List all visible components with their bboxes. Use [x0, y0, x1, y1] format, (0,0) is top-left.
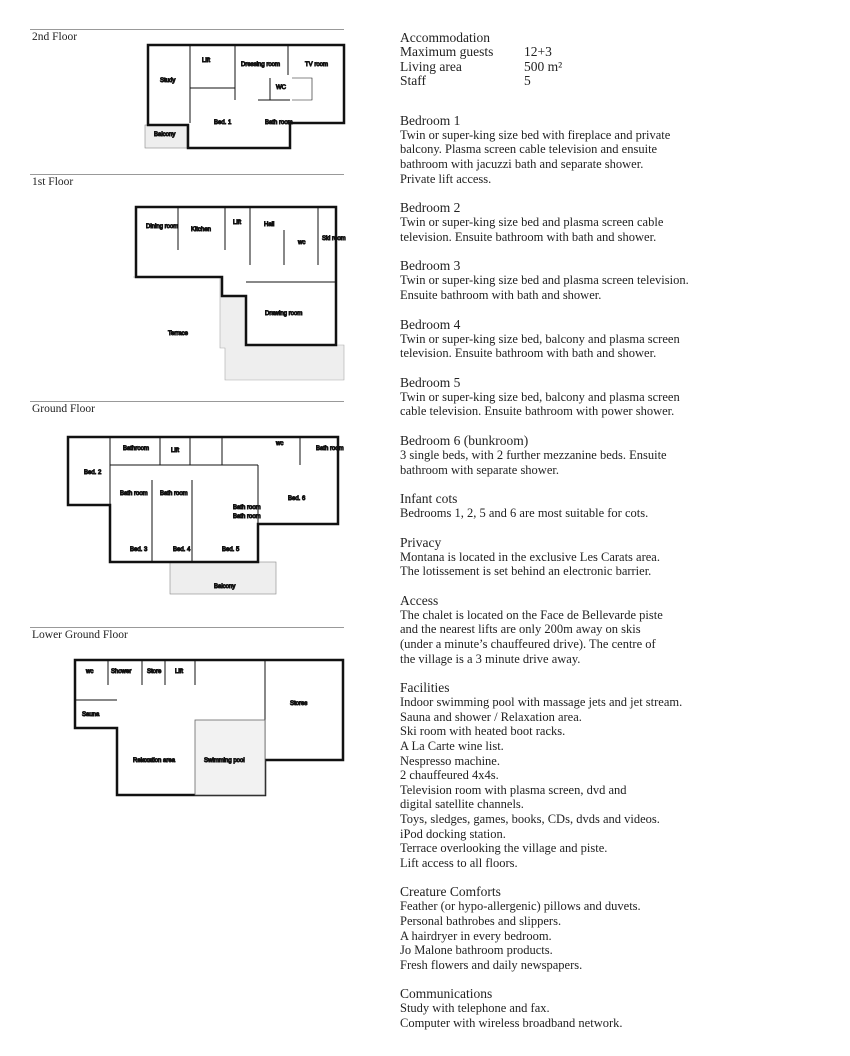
section-line: Private lift access. — [400, 171, 492, 186]
room-dressing: Dressing room — [241, 62, 281, 68]
section — [400, 433, 820, 477]
section-line: The chalet is located on the Face de Bellevarde piste — [400, 607, 663, 622]
section-line: digital satellite channels. — [400, 797, 524, 812]
room-bath: Bath room — [265, 120, 293, 126]
section-line: iPod docking station. — [400, 826, 506, 841]
room-bed-2: Bed. 2 — [84, 470, 102, 476]
floor-label-lower: Lower Ground Floor — [32, 629, 128, 641]
section-title: Bedroom 3 — [400, 258, 461, 274]
section — [400, 884, 820, 972]
section-line: Ski room with heated boot racks. — [400, 724, 566, 739]
section-line: bathroom with jacuzzi bath and separate shower. — [400, 156, 644, 171]
plan-2nd-floor — [145, 45, 344, 148]
section-title: Communications — [400, 986, 493, 1002]
section-line: Feather (or hypo-allergenic) pillows and duvets. — [400, 899, 641, 914]
section-line: A La Carte wine list. — [400, 739, 504, 754]
section-line: Study with telephone and fax. — [400, 1001, 550, 1016]
section — [400, 375, 820, 419]
room-stores: Stores — [290, 701, 308, 707]
section-title: Creature Comforts — [400, 884, 501, 900]
room-bed-3: Bed. 3 — [130, 547, 148, 553]
section — [400, 535, 820, 579]
room-lift-g: Lift — [171, 448, 180, 454]
section-line: Bedrooms 1, 2, 5 and 6 are most suitable for cots. — [400, 506, 649, 521]
floor-label-1st: 1st Floor — [32, 176, 74, 188]
section-title: Facilities — [400, 680, 450, 696]
section-line: the village is a 3 minute drive away. — [400, 651, 581, 666]
room-lift-1: Lift — [233, 220, 242, 226]
kv-row — [400, 74, 820, 89]
room-kitchen: Kitchen — [191, 227, 212, 233]
room-store: Store — [147, 669, 162, 675]
sections-list — [400, 113, 820, 1031]
section-title: Privacy — [400, 534, 442, 550]
room-dining: Dining room — [146, 224, 179, 230]
room-hall: Hall — [264, 222, 275, 228]
room-bath-d: Bath room — [316, 446, 344, 452]
section-line: The lotissement is set behind an electronic barrier. — [400, 564, 652, 579]
room-study: Study — [160, 78, 176, 84]
section-line: Twin or super-king size bed with fireplace and private — [400, 127, 671, 142]
section-line: Toys, sledges, games, books, CDs, dvds and videos. — [400, 812, 660, 826]
section-line: and the nearest lifts are only 200m away on skis — [400, 622, 641, 637]
room-drawing: Drawing room — [265, 311, 303, 317]
section-title: Bedroom 2 — [400, 200, 461, 216]
room-wc: WC — [276, 85, 286, 91]
section — [400, 491, 820, 521]
section-title: Infant cots — [400, 491, 458, 507]
room-bed-6: Bed. 6 — [288, 496, 306, 502]
room-wc-1: wc — [298, 240, 306, 246]
section — [400, 113, 820, 186]
accommodation-section — [400, 30, 820, 89]
section-line: Fresh flowers and daily newspapers. — [400, 957, 583, 972]
room-terrace: Terrace — [168, 331, 189, 337]
room-lift-l: Lift — [175, 669, 184, 675]
section-line: Twin or super-king size bed, balcony and plasma screen — [400, 389, 680, 404]
kv-row — [400, 60, 820, 75]
room-bed-4: Bed. 4 — [173, 547, 191, 553]
section-line: television. Ensuite bathroom with bath and shower. — [400, 346, 657, 361]
section-line: Computer with wireless broadband network. — [400, 1015, 623, 1030]
section-title: Bedroom 1 — [400, 112, 461, 128]
section — [400, 200, 820, 244]
section-title: Bedroom 6 (bunkroom) — [400, 432, 529, 448]
section-line: Nespresso machine. — [400, 753, 500, 768]
room-bath-b: Bath room — [160, 491, 188, 497]
room-bath-a: Bath room — [120, 491, 148, 497]
section-line: Terrace overlooking the village and piste. — [400, 841, 608, 856]
room-bath-c: Bath room — [233, 505, 261, 511]
room-sauna: Sauna — [82, 712, 100, 718]
section-line: Lift access to all floors. — [400, 855, 518, 870]
room-bath-e: Bath room — [233, 514, 261, 520]
section-line: 3 single beds, with 2 further mezzanine beds. Ensuite — [400, 447, 667, 462]
details-column — [400, 30, 820, 1045]
room-ski: Ski room — [322, 236, 346, 242]
section-line: Twin or super-king size bed and plasma screen television. — [400, 273, 689, 288]
floor-label-2nd: 2nd Floor — [32, 31, 78, 43]
section-line: Twin or super-king size bed, balcony and plasma screen — [400, 331, 680, 346]
section-line: balcony. Plasma screen cable television and ensuite — [400, 142, 658, 157]
section-line: Personal bathrobes and slippers. — [400, 913, 562, 928]
terrace-area — [133, 277, 344, 380]
section-line: television. Ensuite bathroom with bath and shower. — [400, 229, 657, 244]
section-line: A hairdryer in every bedroom. — [400, 928, 552, 943]
floor-label-ground: Ground Floor — [32, 403, 95, 415]
room-lift: Lift — [202, 58, 211, 64]
kv-label: Staff — [400, 73, 426, 89]
accommodation-title: Accommodation — [400, 30, 490, 45]
room-bed-5: Bed. 5 — [222, 547, 240, 553]
section-line: bathroom with separate shower. — [400, 462, 559, 477]
room-bathroom-g: Bathroom — [123, 446, 150, 452]
kv-row — [400, 45, 820, 60]
section — [400, 258, 820, 302]
section-line: Twin or super-king size bed and plasma screen cable — [400, 215, 664, 230]
section-line: Jo Malone bathroom products. — [400, 943, 553, 958]
kv-value: 500 m² — [524, 58, 563, 74]
room-bed-1: Bed. 1 — [214, 120, 232, 126]
kv-value: 5 — [524, 73, 531, 89]
room-balcony-g: Balcony — [214, 584, 236, 590]
room-balcony: Balcony — [154, 132, 176, 138]
section-title: Access — [400, 592, 439, 608]
section-line: cable television. Ensuite bathroom with power shower. — [400, 404, 675, 419]
room-wc-g: wc — [276, 441, 284, 447]
room-shower: Shower — [111, 669, 132, 675]
plan-1st-floor — [133, 207, 346, 380]
section-title: Bedroom 4 — [400, 316, 461, 332]
kv-label: Living area — [400, 58, 462, 74]
section-line: Television room with plasma screen, dvd and — [400, 782, 627, 797]
section-line: Montana is located in the exclusive Les Carats area. — [400, 549, 660, 564]
section — [400, 593, 820, 666]
section-line: Ensuite bathroom with bath and shower. — [400, 287, 602, 302]
section — [400, 986, 820, 1030]
section — [400, 680, 820, 870]
section-title: Bedroom 5 — [400, 374, 461, 390]
section-line: Sauna and shower / Relaxation area. — [400, 709, 582, 724]
section-line: (under a minute’s chauffeured drive). The centre of — [400, 637, 656, 652]
kv-value: 12+3 — [524, 44, 552, 59]
section — [400, 317, 820, 361]
kv-label: Maximum guests — [400, 44, 494, 59]
room-wc-l: wc — [86, 669, 94, 675]
room-tv: TV room — [305, 62, 329, 68]
section-line: 2 chauffeured 4x4s. — [400, 768, 499, 783]
plan-ground-floor — [68, 437, 344, 594]
section-line: Indoor swimming pool with massage jets and jet stream. — [400, 695, 683, 710]
plan-lower-ground-floor — [75, 660, 343, 795]
room-relaxation: Relaxation area — [133, 758, 176, 764]
room-pool: Swimming pool — [204, 758, 245, 764]
